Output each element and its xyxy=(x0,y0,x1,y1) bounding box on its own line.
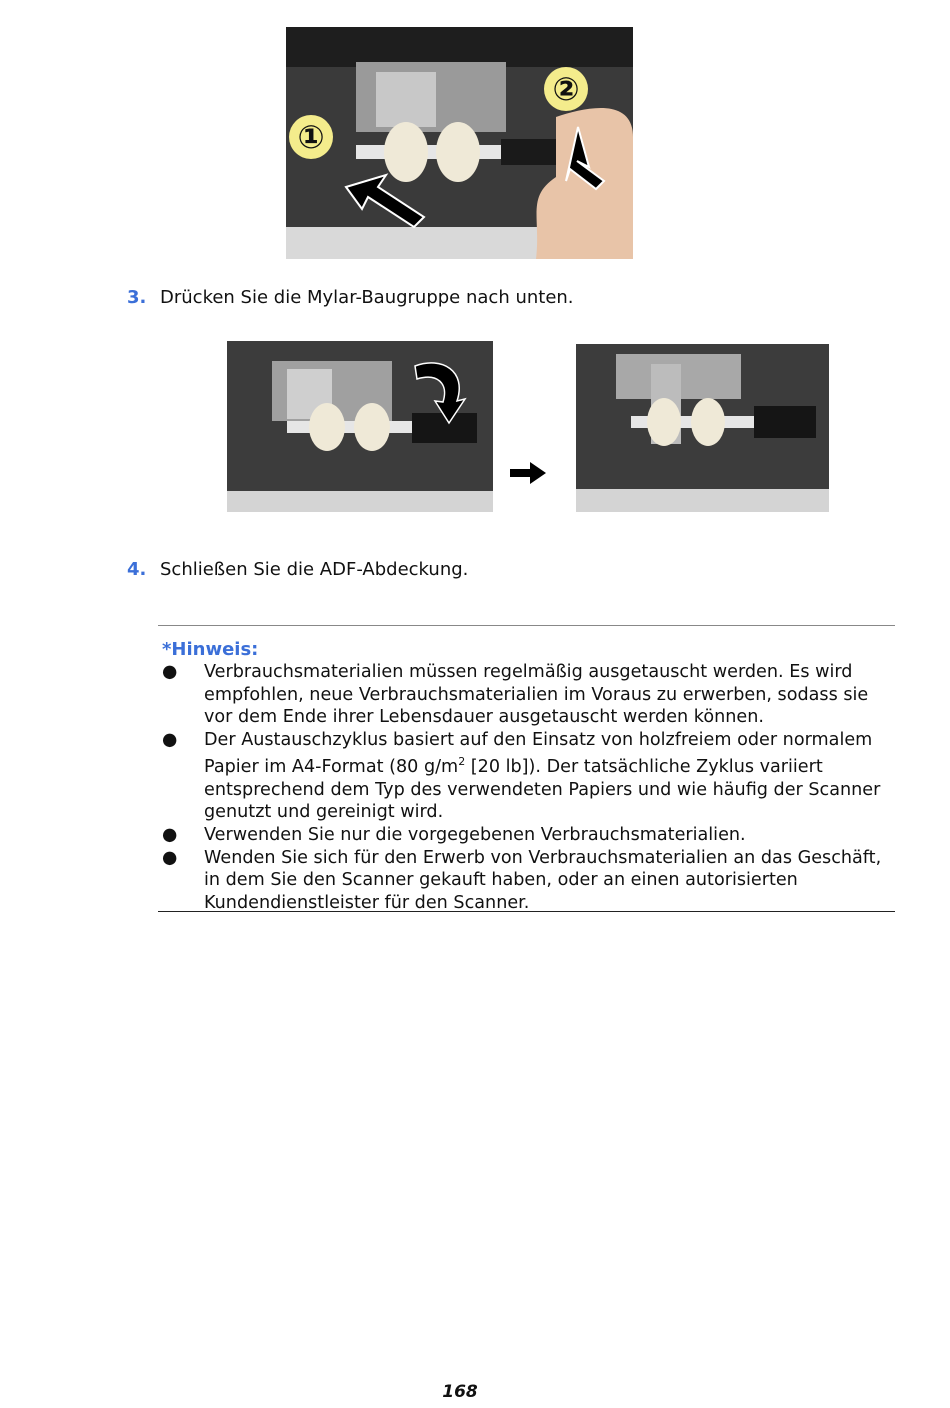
note-bottom-divider xyxy=(158,911,895,912)
step-3 xyxy=(127,286,574,310)
note-bullet xyxy=(158,661,898,729)
mylar-after-illustration xyxy=(576,344,829,512)
roller-removal-illustration xyxy=(286,27,633,259)
step-number: 3. xyxy=(127,287,147,308)
note-top-divider xyxy=(158,625,895,626)
note-bullet-text: Wenden Sie sich für den Erwerb von Verbrauchsmaterialien an das Geschäft, in dem Sie den Scanner gekauft haben, oder an einen autorisierten Kundendienstleister für den Scanner. xyxy=(204,847,882,913)
step-text: Schließen Sie die ADF-Abdeckung. xyxy=(160,559,469,580)
step-number: 4. xyxy=(127,559,147,580)
bullet-icon: ● xyxy=(162,825,178,846)
mylar-after-photo xyxy=(576,344,829,512)
note-bullet-text xyxy=(204,730,880,823)
roller-removal-photo xyxy=(286,27,633,259)
step-4 xyxy=(127,558,468,582)
page-number: 168 xyxy=(442,1382,478,1402)
callout-2: ② xyxy=(552,70,580,108)
note-title: *Hinweis: xyxy=(162,639,259,660)
bullet-icon: ● xyxy=(162,847,178,868)
bullet-icon: ● xyxy=(162,662,178,682)
note-bullet-text-part1: Der Austauschzyklus basiert auf den Einsatz von holzfreiem oder normalem Papier im A4-Format (80 g/m xyxy=(204,729,873,778)
mylar-before-illustration xyxy=(227,341,493,512)
mylar-before-photo xyxy=(227,341,493,512)
note-bullet-text-part2: [20 lb]). Der tatsächliche Zyklus variiert entsprechend dem Typ des verwendeten Papiers und wie häufig der Scanner genutzt und gereinigt wird. xyxy=(204,757,881,823)
note-bullet xyxy=(158,824,898,847)
bullet-icon: ● xyxy=(162,729,178,750)
note-bullet-text: Verbrauchsmaterialien müssen regelmäßig ausgetauscht werden. Es wird empfohlen, neue Verbrauchsmaterialien im Voraus zu erwerben, sodass sie vor dem Ende ihrer Lebensdauer ausgetauscht werden können. xyxy=(204,662,869,728)
arrow-right-icon xyxy=(510,462,546,484)
note-bullet-text: Verwenden Sie nur die vorgegebenen Verbrauchsmaterialien. xyxy=(204,825,746,846)
note-bullet xyxy=(158,847,898,915)
note-bullet xyxy=(158,729,898,824)
step-text: Drücken Sie die Mylar-Baugruppe nach unten. xyxy=(160,287,574,308)
note-bullet-list xyxy=(158,661,898,914)
superscript-2: 2 xyxy=(458,755,466,769)
callout-1: ① xyxy=(297,118,325,156)
